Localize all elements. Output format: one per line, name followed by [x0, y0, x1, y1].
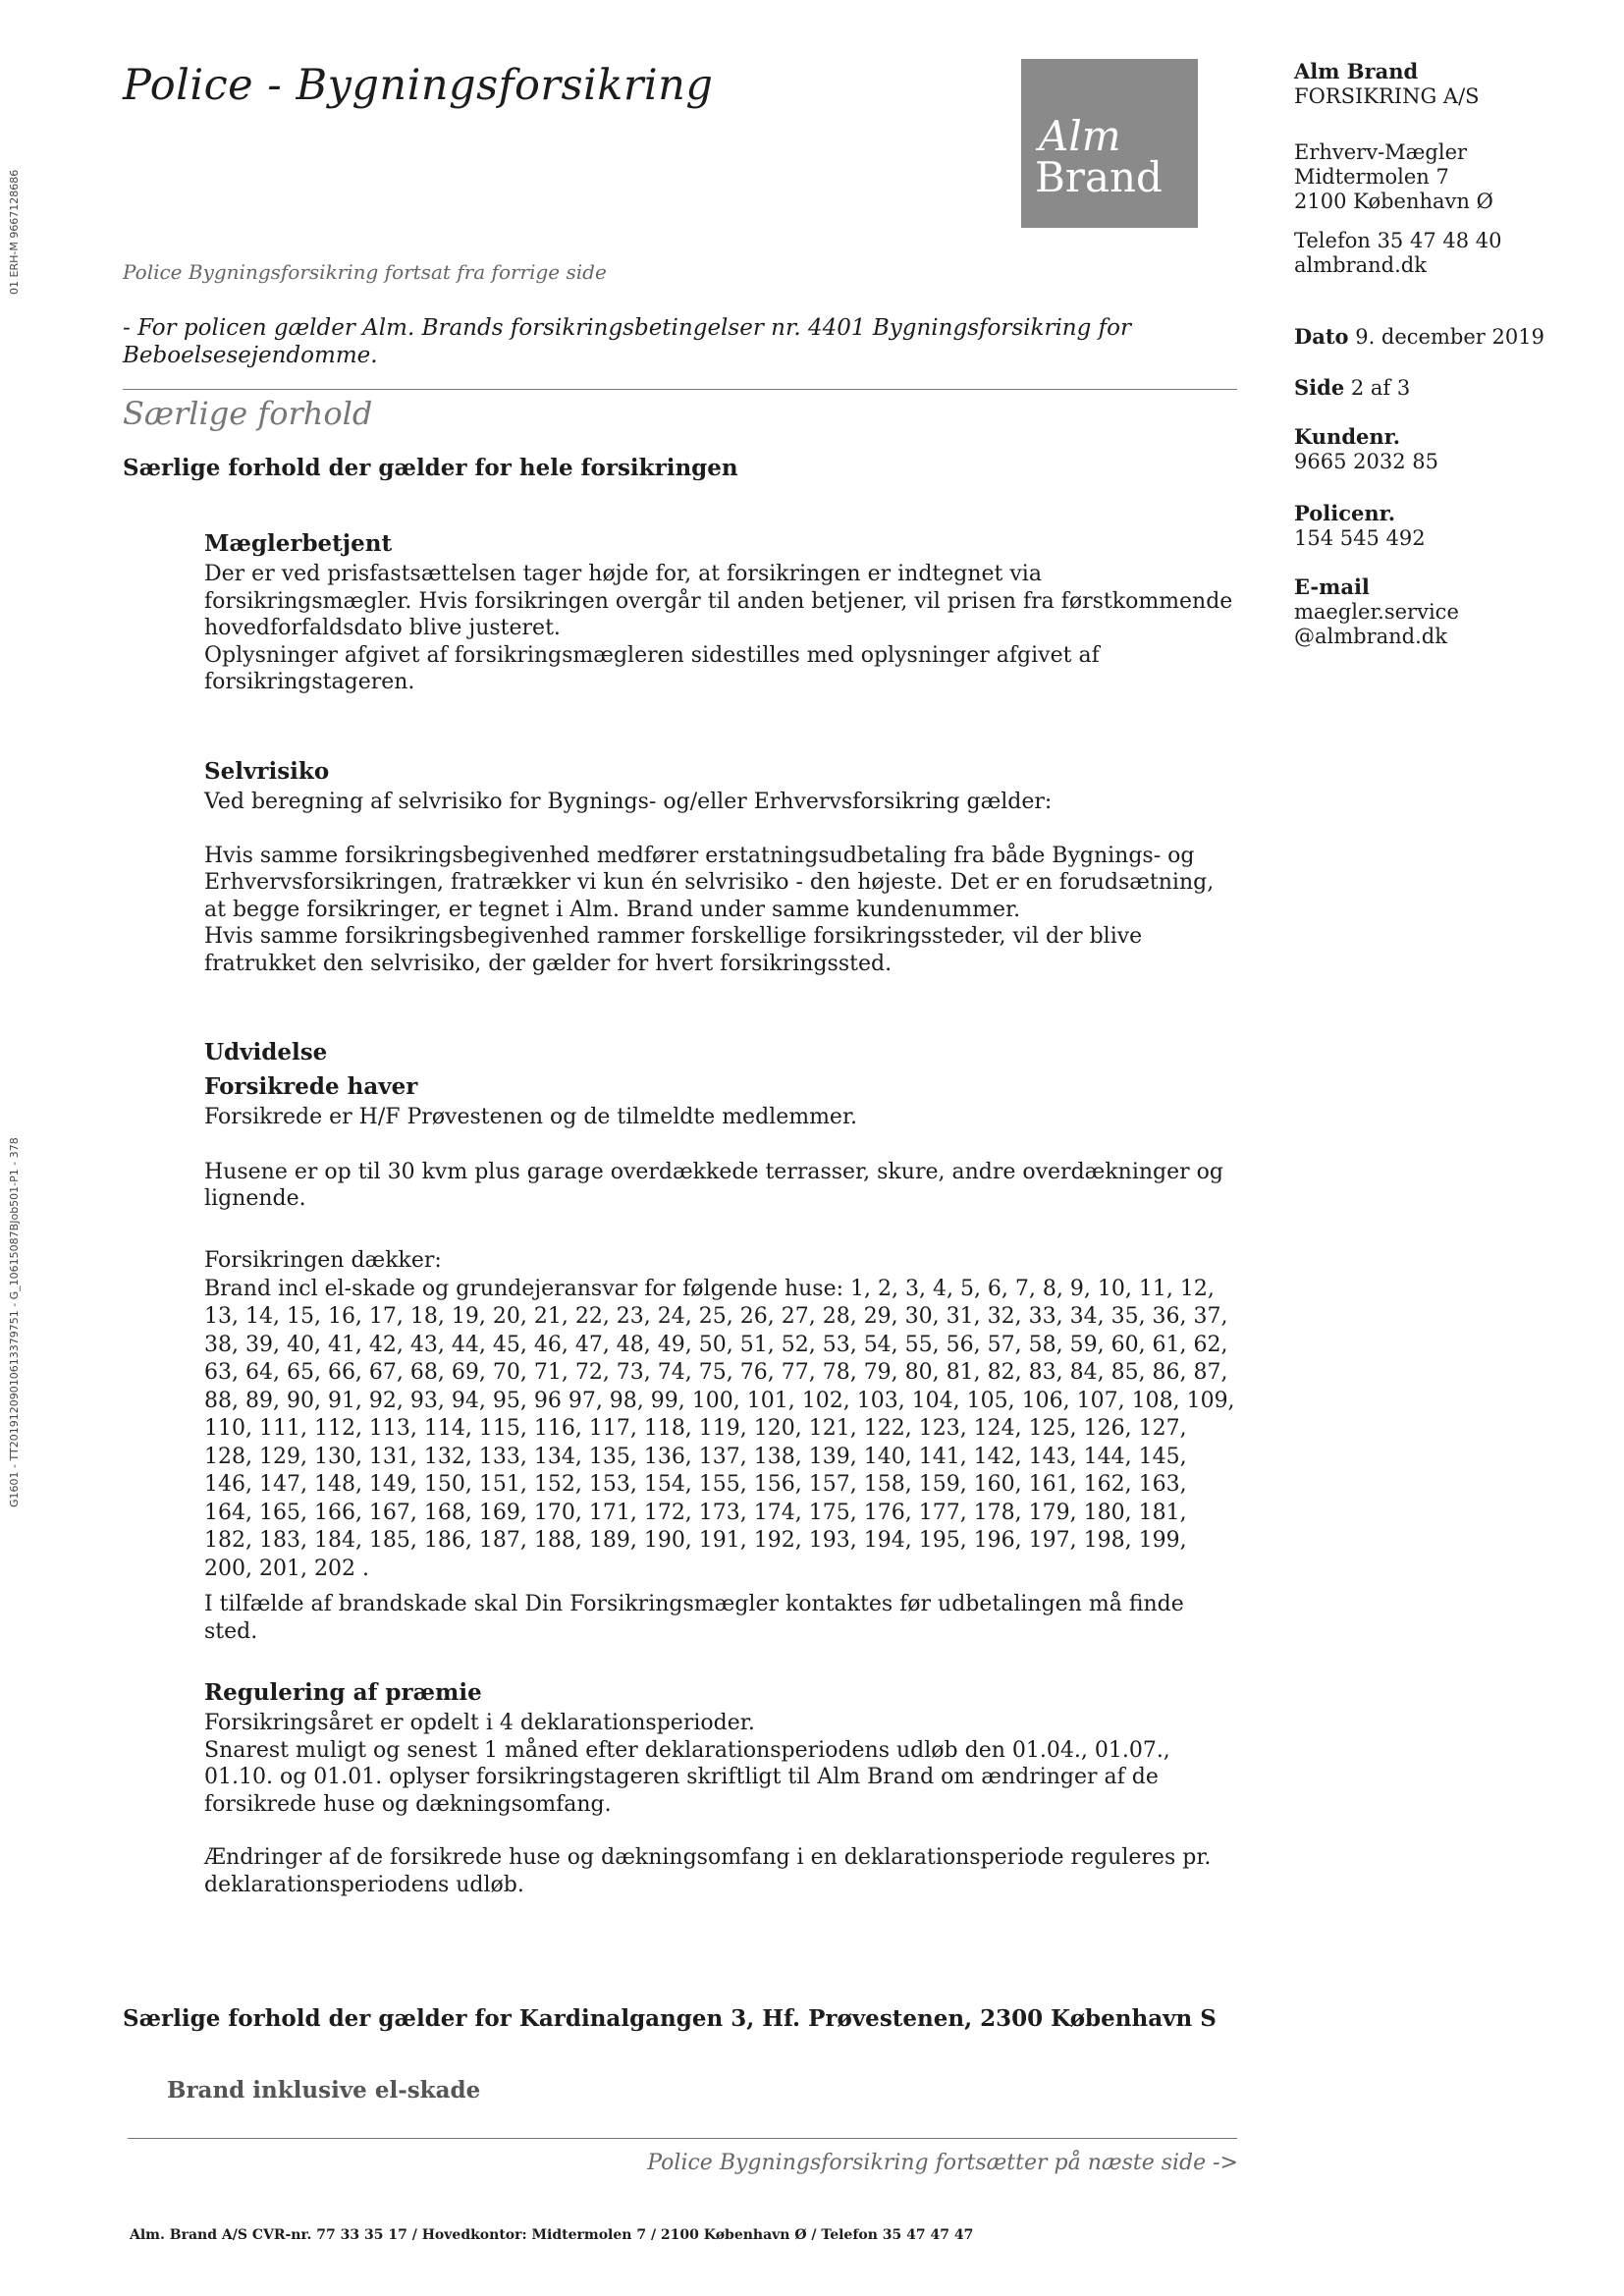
email-line-1[interactable]: maegler.service	[1294, 600, 1459, 624]
premium-paragraph-3: Ændringer af de forsikrede huse og dækningsomfang i en deklarationsperiode reguleres pr. deklarationsperiodens udløb.	[204, 1845, 1212, 1897]
alm-brand-logo	[1021, 59, 1198, 228]
email-label: E-mail	[1294, 574, 1370, 599]
email-block	[1294, 574, 1459, 649]
customer-value: 9665 2032 85	[1294, 450, 1438, 473]
broker-title: Mæglerbetjent	[204, 530, 393, 557]
policy-value: 154 545 492	[1294, 526, 1426, 550]
deductible-paragraph-3: Hvis samme forsikringsbegivenhed rammer forskellige forsikringssteder, vil der blive fratrukket den selvrisiko, der gælder for hvert forsikringssted.	[204, 924, 1143, 976]
company-sub: FORSIKRING A/S	[1294, 84, 1480, 108]
deductible-text	[204, 789, 1235, 977]
location-item: Brand inklusive el-skade	[167, 2077, 481, 2104]
broker-paragraph-2: Oplysninger afgivet af forsikringsmægleren sidestilles med oplysninger afgivet af forsikringstageren.	[204, 642, 1100, 694]
general-heading: Særlige forhold der gælder for hele forsikringen	[123, 455, 738, 481]
gardens-paragraph-2: Husene er op til 30 kvm plus garage overdækkede terrasser, skure, andre overdækninger og lignende.	[204, 1159, 1223, 1211]
continued-next-page: Police Bygningsforsikring fortsætter på næste side ->	[647, 2151, 1238, 2175]
covers-label: Forsikringen dækker:	[204, 1248, 442, 1273]
extension-title: Udvidelse	[204, 1039, 328, 1066]
date-row	[1294, 324, 1544, 350]
premium-paragraph-1: Forsikringsåret er opdelt i 4 deklarationsperioder.	[204, 1711, 755, 1735]
logo-line-2: Brand	[1035, 153, 1163, 201]
policy-block	[1294, 501, 1426, 551]
company-phone: Telefon 35 47 48 40	[1294, 229, 1502, 252]
company-street: Midtermolen 7	[1294, 165, 1449, 189]
premium-paragraph-2: Snarest muligt og senest 1 måned efter deklarationsperiodens udløb den 01.04., 01.07., 01.10. og 01.01. oplyser forsikringstageren skriftligt til Alm Brand om ændringer af de forsikrede huse og dækningsomfang.	[204, 1737, 1170, 1817]
fire-note: I tilfælde af brandskade skal Din Forsikringsmægler kontaktes før udbetalingen må finde sted.	[204, 1592, 1184, 1644]
email-line-2[interactable]: @almbrand.dk	[1294, 625, 1447, 648]
gardens-text	[204, 1104, 1235, 1213]
broker-paragraph-1: Der er ved prisfastsættelsen tager højde for, at forsikringen er indtegnet via forsikringsmægler. Hvis forsikringen overgår til anden betjener, vil prisen fra førstkommende hovedforfaldsdato blive justeret.	[204, 562, 1233, 640]
deductible-paragraph-2: Hvis samme forsikringsbegivenhed medfører erstatningsudbetaling fra både Bygnings- og Erhvervsforsikringen, fratrækker vi kun én selvrisiko - den højeste. Det er en forudsætning, at begge forsikringer, er tegnet i Alm. Brand under samme kundenummer.	[204, 843, 1215, 922]
page-value: 2 af 3	[1350, 376, 1411, 400]
page-title: Police - Bygningsforsikring	[123, 61, 714, 110]
company-web[interactable]: almbrand.dk	[1294, 253, 1427, 277]
deductible-title: Selvrisiko	[204, 758, 330, 785]
coverage-text	[204, 1247, 1235, 1583]
houses-list: Brand incl el-skade og grundejeransvar for følgende huse: 1, 2, 3, 4, 5, 6, 7, 8, 9, 10, 11, 12, 13, 14, 15, 16, 17, 18, 19, 20, 21, 22, 23, 24, 25, 26, 27, 28, 29, 30, 31, 32, 33, 34, 35, 36, 37, 38, 39, 40, 41, 42, 43, 44, 45, 46, 47, 48, 49, 50, 51, 52, 53, 54, 55, 56, 57, 58, 59, 60, 61, 62, 63, 64, 65, 66, 67, 68, 69, 70, 71, 72, 73, 74, 75, 76, 77, 78, 79, 80, 81, 82, 83, 84, 85, 86, 87, 88, 89, 90, 91, 92, 93, 94, 95, 96 97, 98, 99, 100, 101, 102, 103, 104, 105, 106, 107, 108, 109, 110, 111, 112, 113, 114, 115, 116, 117, 118, 119, 120, 121, 122, 123, 124, 125, 126, 127, 128, 129, 130, 131, 132, 133, 134, 135, 136, 137, 138, 139, 140, 141, 142, 143, 144, 145, 146, 147, 148, 149, 150, 151, 152, 153, 154, 155, 156, 157, 158, 159, 160, 161, 162, 163, 164, 165, 166, 167, 168, 169, 170, 171, 172, 173, 174, 175, 176, 177, 178, 179, 180, 181, 182, 183, 184, 185, 186, 187, 188, 189, 190, 191, 192, 193, 194, 195, 196, 197, 198, 199, 200, 201, 202 .	[204, 1276, 1235, 1581]
customer-block	[1294, 424, 1438, 474]
policy-label: Policenr.	[1294, 501, 1396, 525]
company-city: 2100 København Ø	[1294, 190, 1493, 213]
divider-bottom	[128, 2138, 1237, 2139]
date-label: Dato	[1294, 324, 1349, 349]
customer-label: Kundenr.	[1294, 424, 1401, 449]
page-label: Side	[1294, 375, 1345, 400]
side-code-bottom: G1601 - TT20191209010613379751 - G_10615087BJob501-P1 - 378	[8, 1137, 21, 1507]
company-dept: Erhverv-Mægler	[1294, 140, 1468, 164]
side-code-top: 01 ERH-M 9667128686	[8, 169, 21, 295]
page-row	[1294, 375, 1410, 401]
broker-text	[204, 561, 1235, 696]
continued-from-previous: Police Bygningsforsikring fortsat fra forrige side	[123, 260, 607, 284]
premium-text	[204, 1710, 1235, 1898]
footer-company-line: Alm. Brand A/S CVR-nr. 77 33 35 17 / Hovedkontor: Midtermolen 7 / 2100 København Ø / Telefon 35 47 47 47	[130, 2227, 974, 2243]
special-heading: Særlige forhold	[123, 395, 373, 432]
terms-note: - For policen gælder Alm. Brands forsikringsbetingelser nr. 4401 Bygningsforsikring for Beboelsesejendomme.	[123, 315, 1132, 368]
deductible-paragraph-1: Ved beregning af selvrisiko for Bygnings- og/eller Erhvervsforsikring gælder:	[204, 790, 1053, 814]
date-value: 9. december 2019	[1355, 325, 1544, 349]
company-block	[1294, 59, 1480, 109]
premium-title: Regulering af præmie	[204, 1679, 482, 1706]
address-block	[1294, 140, 1493, 214]
gardens-title: Forsikrede haver	[204, 1073, 418, 1100]
company-name: Alm Brand	[1294, 59, 1419, 83]
location-heading: Særlige forhold der gælder for Kardinalgangen 3, Hf. Prøvestenen, 2300 København S	[123, 2005, 1217, 2032]
gardens-paragraph-1: Forsikrede er H/F Prøvestenen og de tilmeldte medlemmer.	[204, 1105, 858, 1129]
contact-block	[1294, 229, 1501, 278]
logo-line-1: Alm	[1039, 112, 1121, 160]
divider-top	[123, 389, 1237, 390]
